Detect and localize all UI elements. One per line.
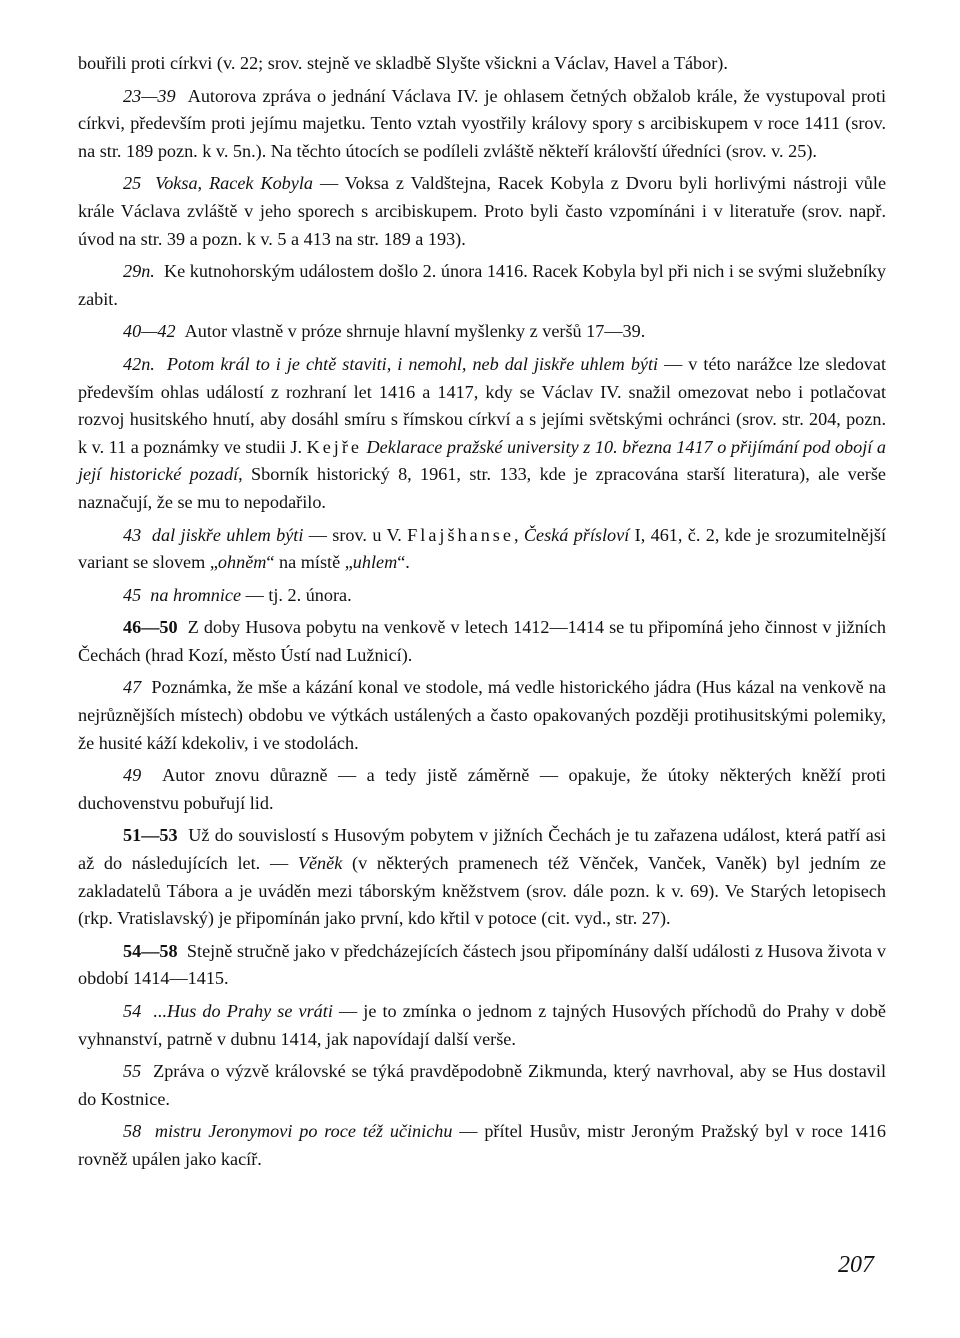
cited-phrase: Potom král to i je chtě staviti, i nemohl, neb dal jiskře uhlem býti xyxy=(166,353,659,374)
verse-reference: 51—53 xyxy=(123,825,178,846)
note-text: — Voksa z Valdštejna, Racek Kobyla z Dvoru byli horlivými nástroji vůle krále Václava zvláště v jeho sporech s arcibiskupem. Proto byli často vzpomínáni i v literatuře (srov. např. úvod na str. 39 a pozn. k v. 5 a 413 na str. 189 a 193). xyxy=(78,173,887,249)
note-text: Z doby Husova pobytu na venkově v letech 1412—1414 se tu připomíná jeho činnost v jižních Čechách (hrad Kozí, město Ústí nad Lužnicí). xyxy=(78,617,887,665)
notes-body xyxy=(78,50,886,1179)
note-paragraph xyxy=(78,938,886,993)
page-number: 207 xyxy=(838,1252,874,1278)
note-text: “. xyxy=(397,552,410,573)
note-paragraph xyxy=(78,522,886,577)
cited-phrase: dal jiskře uhlem býti xyxy=(151,524,304,545)
verse-reference: 54—58 xyxy=(123,940,178,961)
cited-phrase: na hromnice xyxy=(150,584,242,605)
cited-phrase: Deklarace pražské university z 10. března 1417 o přijímání pod obojí a její historické pozadí xyxy=(78,436,886,485)
note-paragraph xyxy=(78,998,886,1053)
verse-reference: 47 xyxy=(123,677,142,698)
note-text: (v některých pramenech též Věnček, Vanček, Vaněk) byl jedním ze zakladatelů Tábora a je uváděn mezi táborským kněžstvem (srov. dále pozn. k v. 69). Ve Starých letopisech (rkp. Vratislavský) je připomínán jako první, kdo křtil v potoce (cit. vyd., str. 27). xyxy=(78,853,886,929)
note-text: bouřili proti církvi (v. 22; srov. stejně ve skladbě Slyšte všickni a Václav, Havel a Tábor). xyxy=(78,53,728,73)
note-text: Autor znovu důrazně — a tedy jistě záměrně — opakuje, že útoky některých kněží proti duchovenstvu pobuřují lid. xyxy=(78,765,886,813)
note-text: Kejře xyxy=(306,436,362,457)
note-paragraph xyxy=(78,258,886,313)
cited-phrase: Česká přísloví xyxy=(523,524,630,545)
note-paragraph xyxy=(78,50,886,78)
verse-reference: 55 xyxy=(123,1061,142,1082)
note-text: — přítel Husův, mistr Jeroným Pražský byl v roce 1416 rovněž upálen jako kacíř. xyxy=(78,1121,886,1169)
verse-reference: 49 xyxy=(123,765,142,786)
verse-reference: 46—50 xyxy=(123,617,178,638)
note-text: Ke kutnohorským událostem došlo 2. února 1416. Racek Kobyla byl při nich i se svými služebníky zabit. xyxy=(78,261,887,309)
note-paragraph xyxy=(78,582,886,610)
note-paragraph xyxy=(78,1118,886,1173)
cited-phrase: Voksa, Racek Kobyla xyxy=(155,173,313,194)
cited-phrase: Věněk xyxy=(297,853,343,874)
cited-phrase: ohněm xyxy=(217,552,267,573)
note-paragraph xyxy=(78,822,886,932)
note-text: Zpráva o výzvě královské se týká pravděpodobně Zikmunda, který navrhoval, aby se Hus dostavil do Kostnice. xyxy=(78,1061,887,1109)
note-text: — srov. u V. xyxy=(303,524,408,545)
note-text: “ na místě „ xyxy=(266,552,353,573)
note-text: Flajšhanse xyxy=(407,524,514,545)
note-text: Stejně stručně jako v předcházejících částech jsou připomínány další události z Husova života v období 1414—1415. xyxy=(78,940,887,989)
verse-reference: 54 xyxy=(123,1001,142,1021)
note-paragraph xyxy=(78,318,886,346)
verse-reference: 25 xyxy=(123,173,142,194)
note-paragraph xyxy=(78,1058,886,1113)
note-paragraph xyxy=(78,83,886,166)
verse-reference: 42n. xyxy=(123,353,155,374)
verse-reference: 58 xyxy=(123,1121,142,1142)
verse-reference: 45 xyxy=(123,584,142,605)
cited-phrase: ...Hus do Prahy se vráti xyxy=(153,1001,333,1021)
note-paragraph xyxy=(78,762,886,817)
verse-reference: 40—42 xyxy=(123,321,176,342)
note-paragraph xyxy=(78,674,886,757)
note-paragraph xyxy=(78,351,886,517)
cited-phrase: uhlem xyxy=(352,552,398,573)
note-text: Už do souvislostí s Husovým pobytem v jižních Čechách je tu zařazena událost, která patří asi až do následujících let. — xyxy=(78,825,887,874)
verse-reference: 29n. xyxy=(123,261,155,282)
note-text: I, 461, č. 2, kde je srozumitelnější variant se slovem „ xyxy=(78,524,887,573)
cited-phrase: mistru Jeronymovi po roce též učinichu xyxy=(154,1121,453,1142)
note-text: — tj. 2. února. xyxy=(241,584,352,605)
note-text: — v této narážce lze sledovat především ohlas událostí z rozhraní let 1416 a 1417, kdy se Václav IV. snažil omezovat nebo i potlačovat rozvoj husitského hnutí, aby dosáhl smíru s římskou církví a s jejími světskými ochránci (srov. str. 204, pozn. k v. 11 a poznámky ve studii J. xyxy=(78,353,887,457)
note-paragraph xyxy=(78,614,886,669)
note-paragraph xyxy=(78,170,886,253)
note-text: Poznámka, že mše a kázání konal ve stodole, má vedle historického jádra (Hus kázal na venkově na nejrůznějších místech) obdobu ve výtkách ustálených a často opakovaných později protihusitskými polemiky, že husité káží kdekoliv, i ve stodolách. xyxy=(78,677,886,753)
verse-reference: 43 xyxy=(123,524,142,545)
note-text: Autor vlastně v próze shrnuje hlavní myšlenky z veršů 17—39. xyxy=(184,321,646,342)
verse-reference: 23—39 xyxy=(123,85,176,106)
note-text: Autorova zpráva o jednání Václava IV. je ohlasem četných obžalob krále, že vystupoval proti církvi, především proti jejímu majetku. Tento vztah vyostřily královy spory s arcibiskupem v roce 1411 (srov. na str. 189 pozn. k v. 5n.). Na těchto útocích se podíleli zvláště někteří královští úředníci (srov. v. 25). xyxy=(78,85,887,161)
note-text: — je to zmínka o jednom z tajných Husových příchodů do Prahy v době vyhnanství, patrně v dubnu 1414, jak napovídají další verše. xyxy=(78,1001,886,1049)
note-text: , Sborník historický 8, 1961, str. 133, kde je zpracována starší literatura), ale verše naznačují, že se mu to nepodařilo. xyxy=(78,464,887,512)
note-text: , xyxy=(513,524,524,545)
